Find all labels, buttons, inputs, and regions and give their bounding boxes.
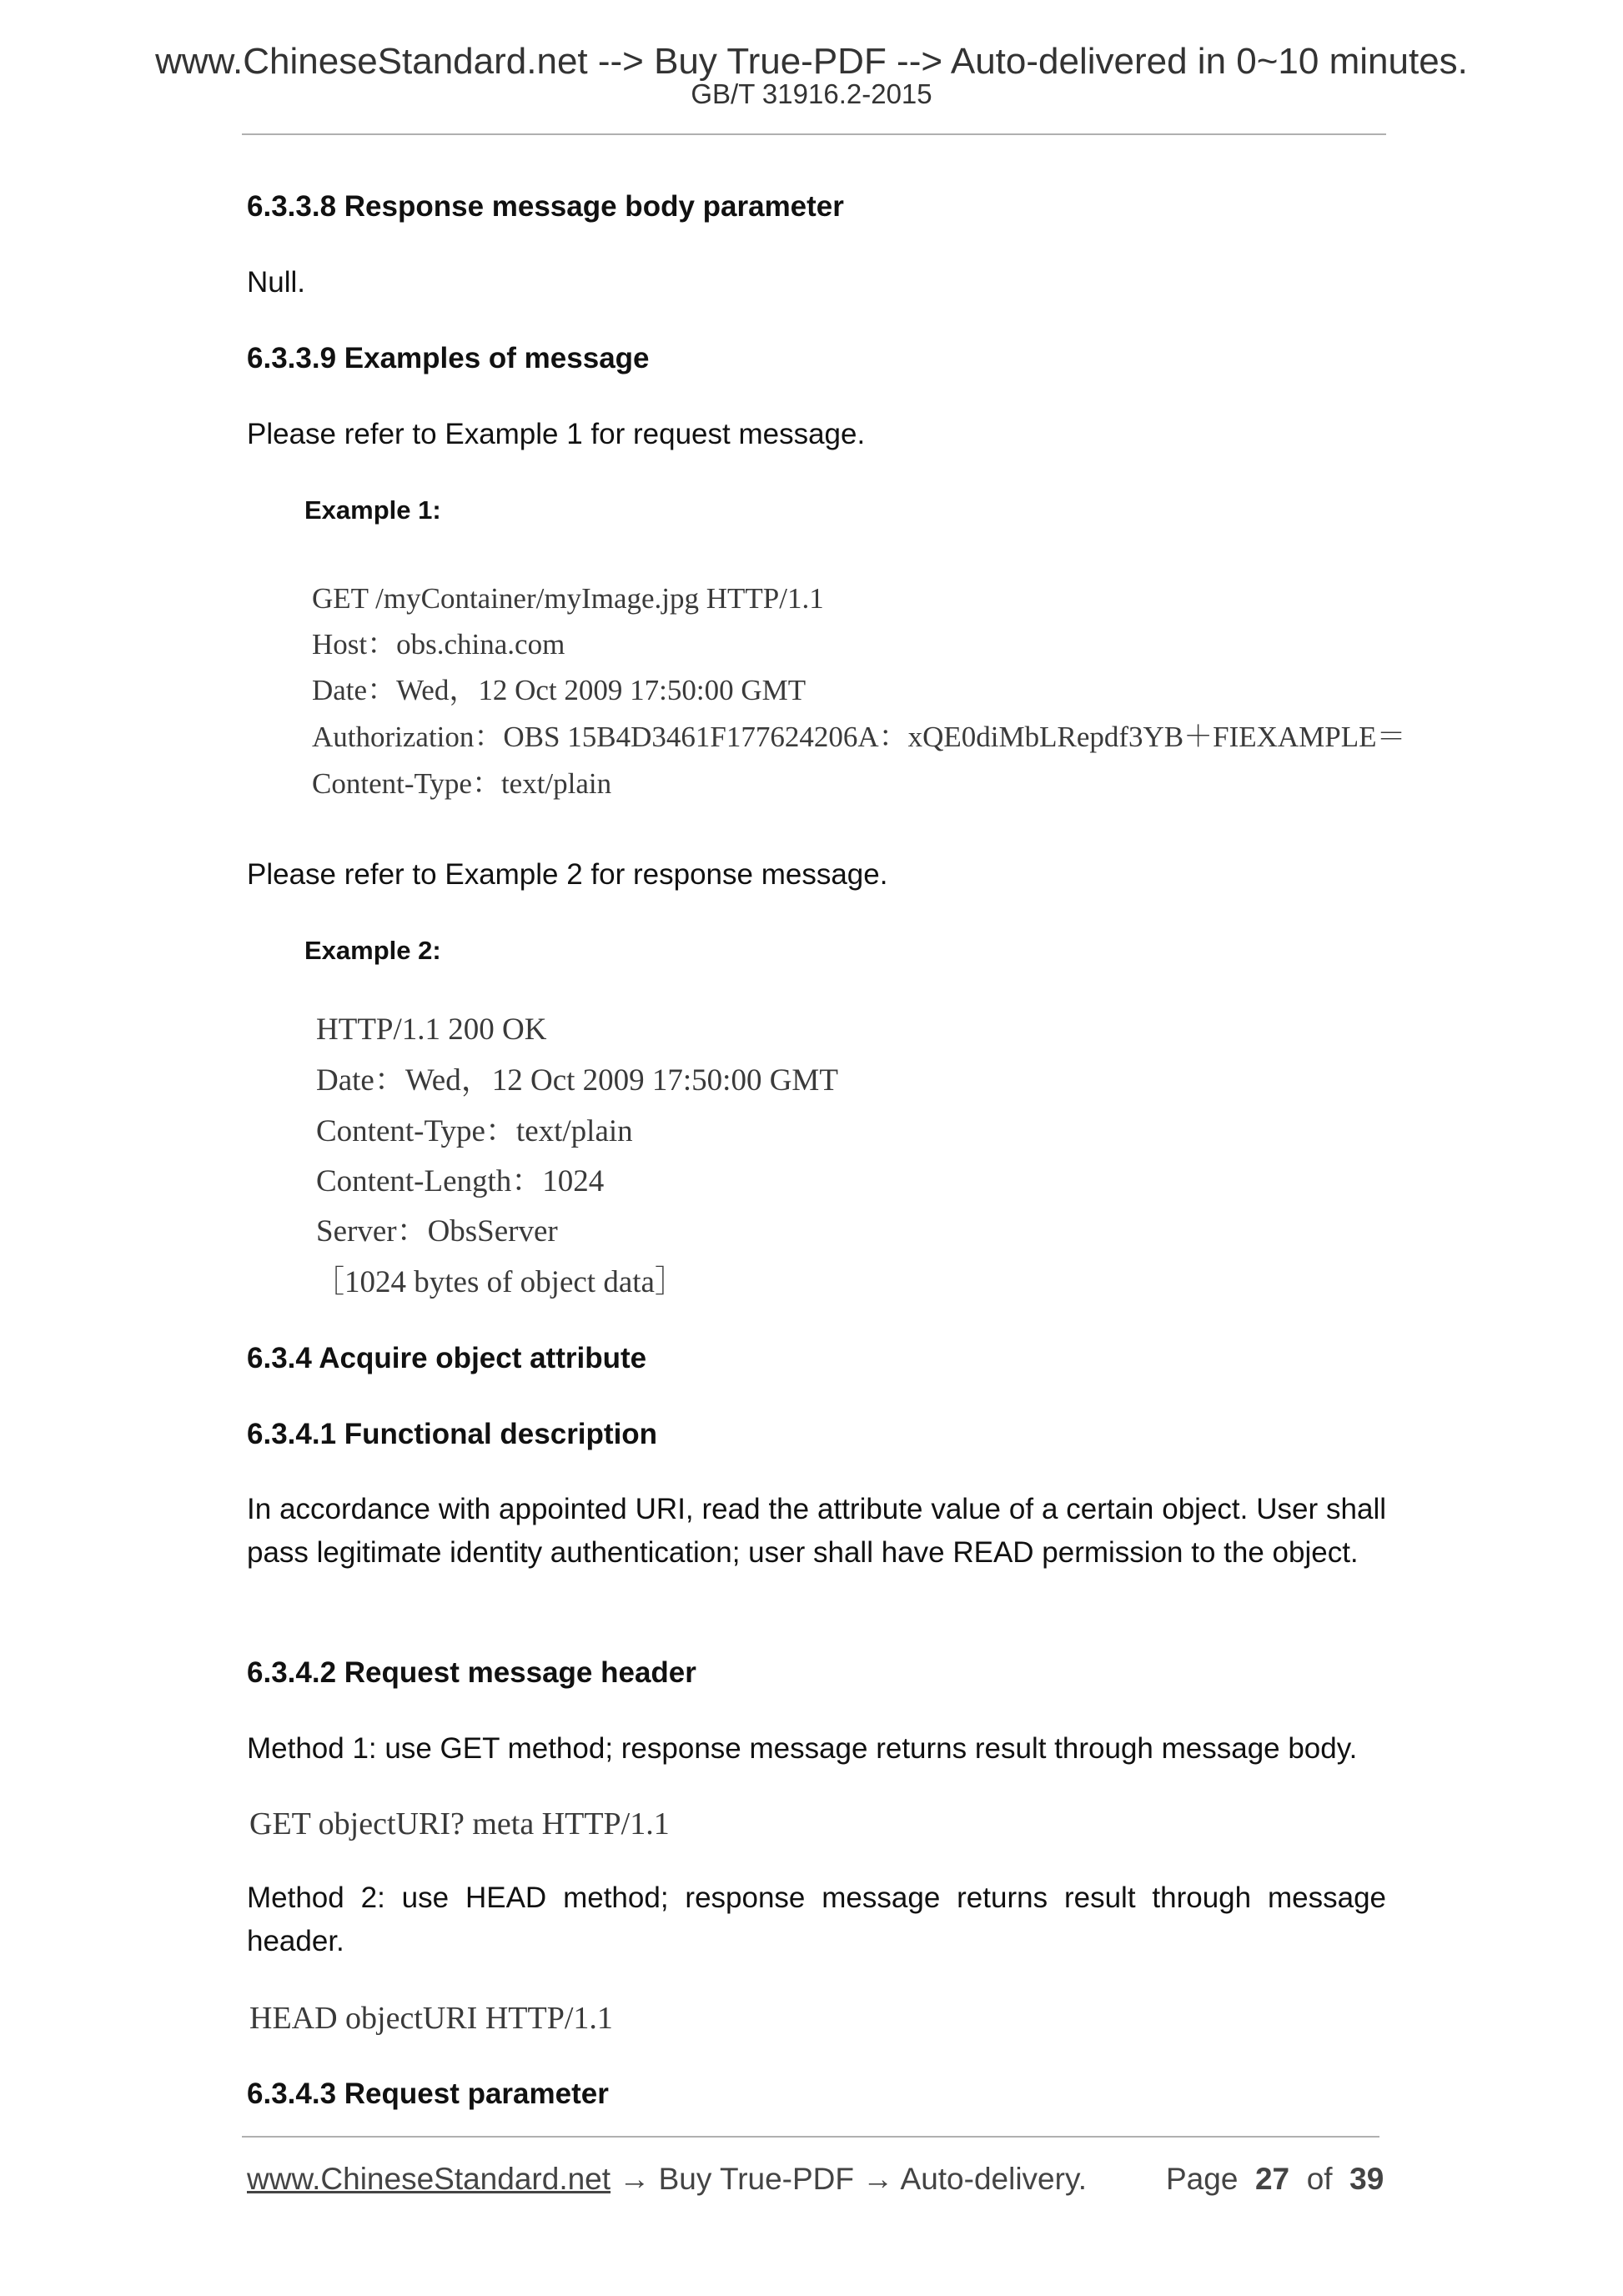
example2-intro: Please refer to Example 2 for response message.: [247, 858, 888, 891]
example2-line: Date：Wed，12 Oct 2009 17:50:00 GMT: [316, 1063, 838, 1098]
heading-6-3-4-2: 6.3.4.2 Request message header: [247, 1656, 696, 1689]
heading-6-3-4: 6.3.4 Acquire object attribute: [247, 1342, 647, 1374]
footer-promo-tail: → Buy True-PDF → Auto-delivery.: [611, 2162, 1087, 2196]
heading-6-3-4-1: 6.3.4.1 Functional description: [247, 1418, 658, 1450]
get-meta-code: GET objectURI? meta HTTP/1.1: [249, 1806, 670, 1841]
example2-line: HTTP/1.1 200 OK: [316, 1012, 547, 1047]
heading-6-3-3-8: 6.3.3.8 Response message body parameter: [247, 190, 844, 223]
example1-label: Example 1:: [304, 495, 441, 525]
heading-6-3-4-3: 6.3.4.3 Request parameter: [247, 2077, 609, 2110]
footer-promo: [247, 2163, 1087, 2194]
example1-intro: Please refer to Example 1 for request message.: [247, 418, 866, 450]
page-indicator: [1166, 2163, 1384, 2194]
example2-line: Content-Length：1024: [316, 1164, 605, 1198]
header-divider: [242, 133, 1386, 135]
method1-text: Method 1: use GET method; response message returns result through message body.: [247, 1732, 1358, 1765]
example2-line: ［1024 bytes of object data］: [314, 1265, 686, 1299]
page-total: 39: [1349, 2162, 1384, 2196]
method2-text: Method 2: use HEAD method; response message returns result through message header.: [247, 1882, 1386, 1957]
example1-line: Content-Type：text/plain: [312, 767, 612, 800]
standard-number: GB/T 31916.2-2015: [691, 78, 932, 109]
example2-line: Server：ObsServer: [316, 1214, 558, 1248]
page-label: Page: [1166, 2162, 1239, 2196]
example2-label: Example 2:: [304, 936, 441, 965]
example1-line: Host：obs.china.com: [312, 628, 565, 661]
head-code: HEAD objectURI HTTP/1.1: [249, 2001, 613, 2036]
functional-description-paragraph: In accordance with appointed URI, read the attribute value of a certain object. User shall pass legitimate identity authentication; user shall have READ permission to the object.: [247, 1493, 1386, 1569]
of-label: of: [1306, 2162, 1333, 2196]
example2-line: Content-Type：text/plain: [316, 1114, 633, 1148]
site-banner: www.ChineseStandard.net --> Buy True-PDF --> Auto-delivered in 0~10 minutes.: [155, 41, 1468, 82]
null-text: Null.: [247, 266, 306, 299]
example1-line: Date：Wed，12 Oct 2009 17:50:00 GMT: [312, 674, 806, 706]
footer-divider: [242, 2136, 1379, 2138]
footer-site-link[interactable]: www.ChineseStandard.net: [247, 2162, 611, 2196]
heading-6-3-3-9: 6.3.3.9 Examples of message: [247, 342, 650, 374]
page-number: 27: [1254, 2162, 1290, 2196]
example1-line: Authorization：OBS 15B4D3461F177624206A：xQE0diMbLRepdf3YB＋FIEXAMPLE＝: [312, 721, 1406, 753]
example1-line: GET /myContainer/myImage.jpg HTTP/1.1: [312, 582, 824, 615]
